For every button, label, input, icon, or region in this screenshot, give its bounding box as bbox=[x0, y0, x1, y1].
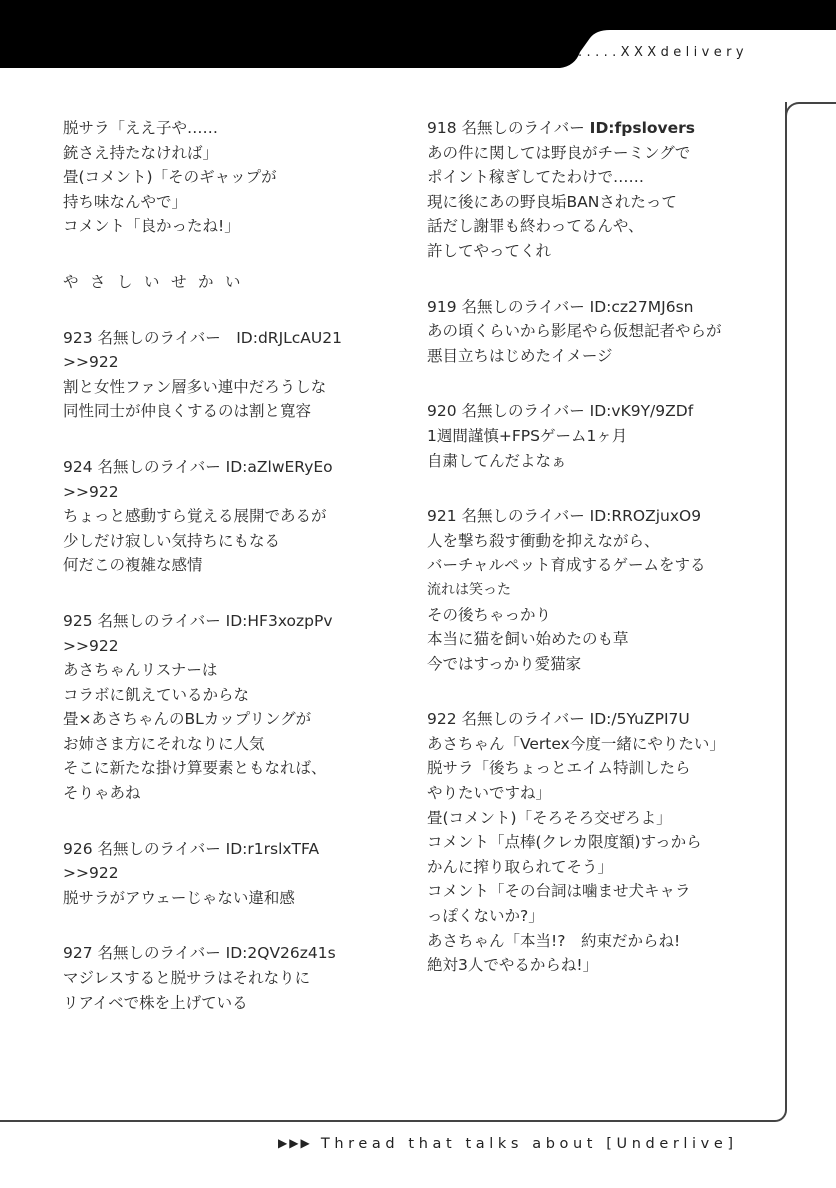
text-line: 畳(コメント)「そのギャップが bbox=[63, 168, 277, 187]
post-line: >>922 bbox=[63, 482, 119, 501]
post-header: 920 名無しのライバー ID:vK9Y/9ZDf bbox=[427, 402, 694, 421]
post-header: 927 名無しのライバー ID:2QV26z41s bbox=[63, 944, 336, 963]
post-line: 許してやってくれ bbox=[427, 241, 552, 260]
intro-block bbox=[63, 116, 403, 239]
post-line: 脱サラがアウェーじゃない違和感 bbox=[63, 888, 295, 907]
aside-text: やさしいせかい bbox=[63, 272, 253, 291]
post-line: 割と女性ファン層多い連中だろうしな bbox=[63, 377, 327, 396]
post-line: かんに搾り取られてそう」 bbox=[427, 857, 614, 876]
post-line: ちょっと感動すら覚える展開であるが bbox=[63, 507, 327, 526]
thread-post bbox=[427, 295, 777, 369]
post-line: あさちゃんリスナーは bbox=[63, 661, 218, 680]
post-header-prefix: 918 名無しのライバー bbox=[427, 119, 590, 137]
post-line: そりゃあね bbox=[63, 784, 141, 803]
right-column bbox=[427, 116, 777, 1009]
thread-post bbox=[63, 941, 403, 1015]
post-line: 人を撃ち殺す衝動を抑えながら、 bbox=[427, 531, 660, 550]
post-line: あさちゃん「本当!? 約束だからね! bbox=[427, 931, 681, 950]
left-column bbox=[63, 116, 403, 1046]
post-line: そこに新たな掛け算要素ともなれば、 bbox=[63, 759, 327, 778]
post-line: マジレスすると脱サラはそれなりに bbox=[63, 969, 311, 988]
post-line: コメント「点棒(クレカ限度額)すっから bbox=[427, 833, 702, 852]
post-line: コラボに飢えているからな bbox=[63, 685, 250, 704]
thread-post bbox=[63, 609, 403, 806]
post-header bbox=[427, 116, 777, 141]
triple-arrow-icon: ▶▶▶ bbox=[278, 1136, 312, 1150]
post-line: リアイベで株を上げている bbox=[63, 993, 248, 1012]
text-line: 脱サラ「ええ子や…… bbox=[63, 119, 219, 137]
post-header: 919 名無しのライバー ID:cz27MJ6sn bbox=[427, 297, 694, 316]
post-line: ポイント稼ぎしてたわけで…… bbox=[427, 168, 645, 187]
thread-post bbox=[63, 837, 403, 911]
post-line: お姉さま方にそれなりに人気 bbox=[63, 734, 265, 753]
post-line: その後ちゃっかり bbox=[427, 605, 552, 624]
post-line: 何だこの複雑な感情 bbox=[63, 556, 203, 575]
thread-post bbox=[427, 116, 777, 264]
footer bbox=[278, 1136, 738, 1152]
post-line: 悪目立ちはじめたイメージ bbox=[427, 346, 613, 365]
post-line: やりたいですね」 bbox=[427, 784, 552, 803]
post-line: 本当に猫を飼い始めたのも草 bbox=[427, 630, 629, 649]
thread-post bbox=[427, 504, 777, 676]
post-line: 現に後にあの野良垢BANされたって bbox=[427, 192, 677, 211]
post-line: >>922 bbox=[63, 636, 119, 655]
post-line: >>922 bbox=[63, 864, 119, 883]
thread-post bbox=[427, 399, 777, 473]
text-line: 持ち味なんやで」 bbox=[63, 192, 188, 211]
post-line: コメント「その台詞は噛ませ犬キャラ bbox=[427, 882, 691, 901]
post-line: 同性同士が仲良くするのは割と寛容 bbox=[63, 402, 312, 421]
post-line: あさちゃん「Vertex今度一緒にやりたい」 bbox=[427, 734, 725, 753]
post-line: 1週間謹慎+FPSゲーム1ヶ月 bbox=[427, 426, 628, 445]
post-header: 922 名無しのライバー ID:/5YuZPI7U bbox=[427, 710, 690, 729]
post-line: 畳×あさちゃんのBLカップリングが bbox=[63, 710, 312, 729]
post-line: 畳(コメント)「そろそろ交ぜろよ」 bbox=[427, 808, 672, 827]
post-line: あの件に関しては野良がチーミングで bbox=[427, 143, 691, 162]
post-line: 脱サラ「後ちょっとエイム特訓したら bbox=[427, 759, 691, 778]
post-line: 流れは笑った bbox=[427, 581, 511, 598]
text-line: コメント「良かったね!」 bbox=[63, 217, 240, 236]
post-header: 924 名無しのライバー ID:aZlwERyEo bbox=[63, 457, 333, 476]
post-header: 921 名無しのライバー ID:RROZjuxO9 bbox=[427, 507, 702, 526]
post-id-bold: ID:fpslovers bbox=[589, 119, 696, 137]
post-header: 926 名無しのライバー ID:r1rslxTFA bbox=[63, 839, 320, 858]
post-line: >>922 bbox=[63, 353, 119, 372]
page-frame-corner bbox=[785, 102, 836, 144]
post-line: 自粛してんだよなぁ bbox=[427, 451, 567, 470]
thread-post bbox=[427, 707, 777, 978]
post-line: 絶対3人でやるからね!」 bbox=[427, 956, 599, 975]
footer-title: Thread that talks about [Underlive] bbox=[320, 1136, 738, 1152]
text-line: 銃さえ持たなければ」 bbox=[63, 143, 219, 162]
post-line: あの頃くらいから影尾やら仮想記者やらが bbox=[427, 322, 722, 341]
post-line: 話だし謝罪も終わってるんや、 bbox=[427, 217, 644, 236]
thread-post bbox=[63, 326, 403, 424]
post-header: 923 名無しのライバー ID:dRJLcAU21 bbox=[63, 328, 342, 347]
post-line: 今ではすっかり愛猫家 bbox=[427, 654, 582, 673]
post-line: っぽくないか?」 bbox=[427, 907, 544, 926]
post-header: 925 名無しのライバー ID:HF3xozpPv bbox=[63, 611, 333, 630]
post-line: バーチャルペット育成するゲームをする bbox=[427, 556, 706, 575]
thread-post bbox=[63, 455, 403, 578]
header-title: .....XXXdelivery bbox=[578, 45, 748, 60]
post-line: 少しだけ寂しい気持ちにもなる bbox=[63, 531, 281, 550]
